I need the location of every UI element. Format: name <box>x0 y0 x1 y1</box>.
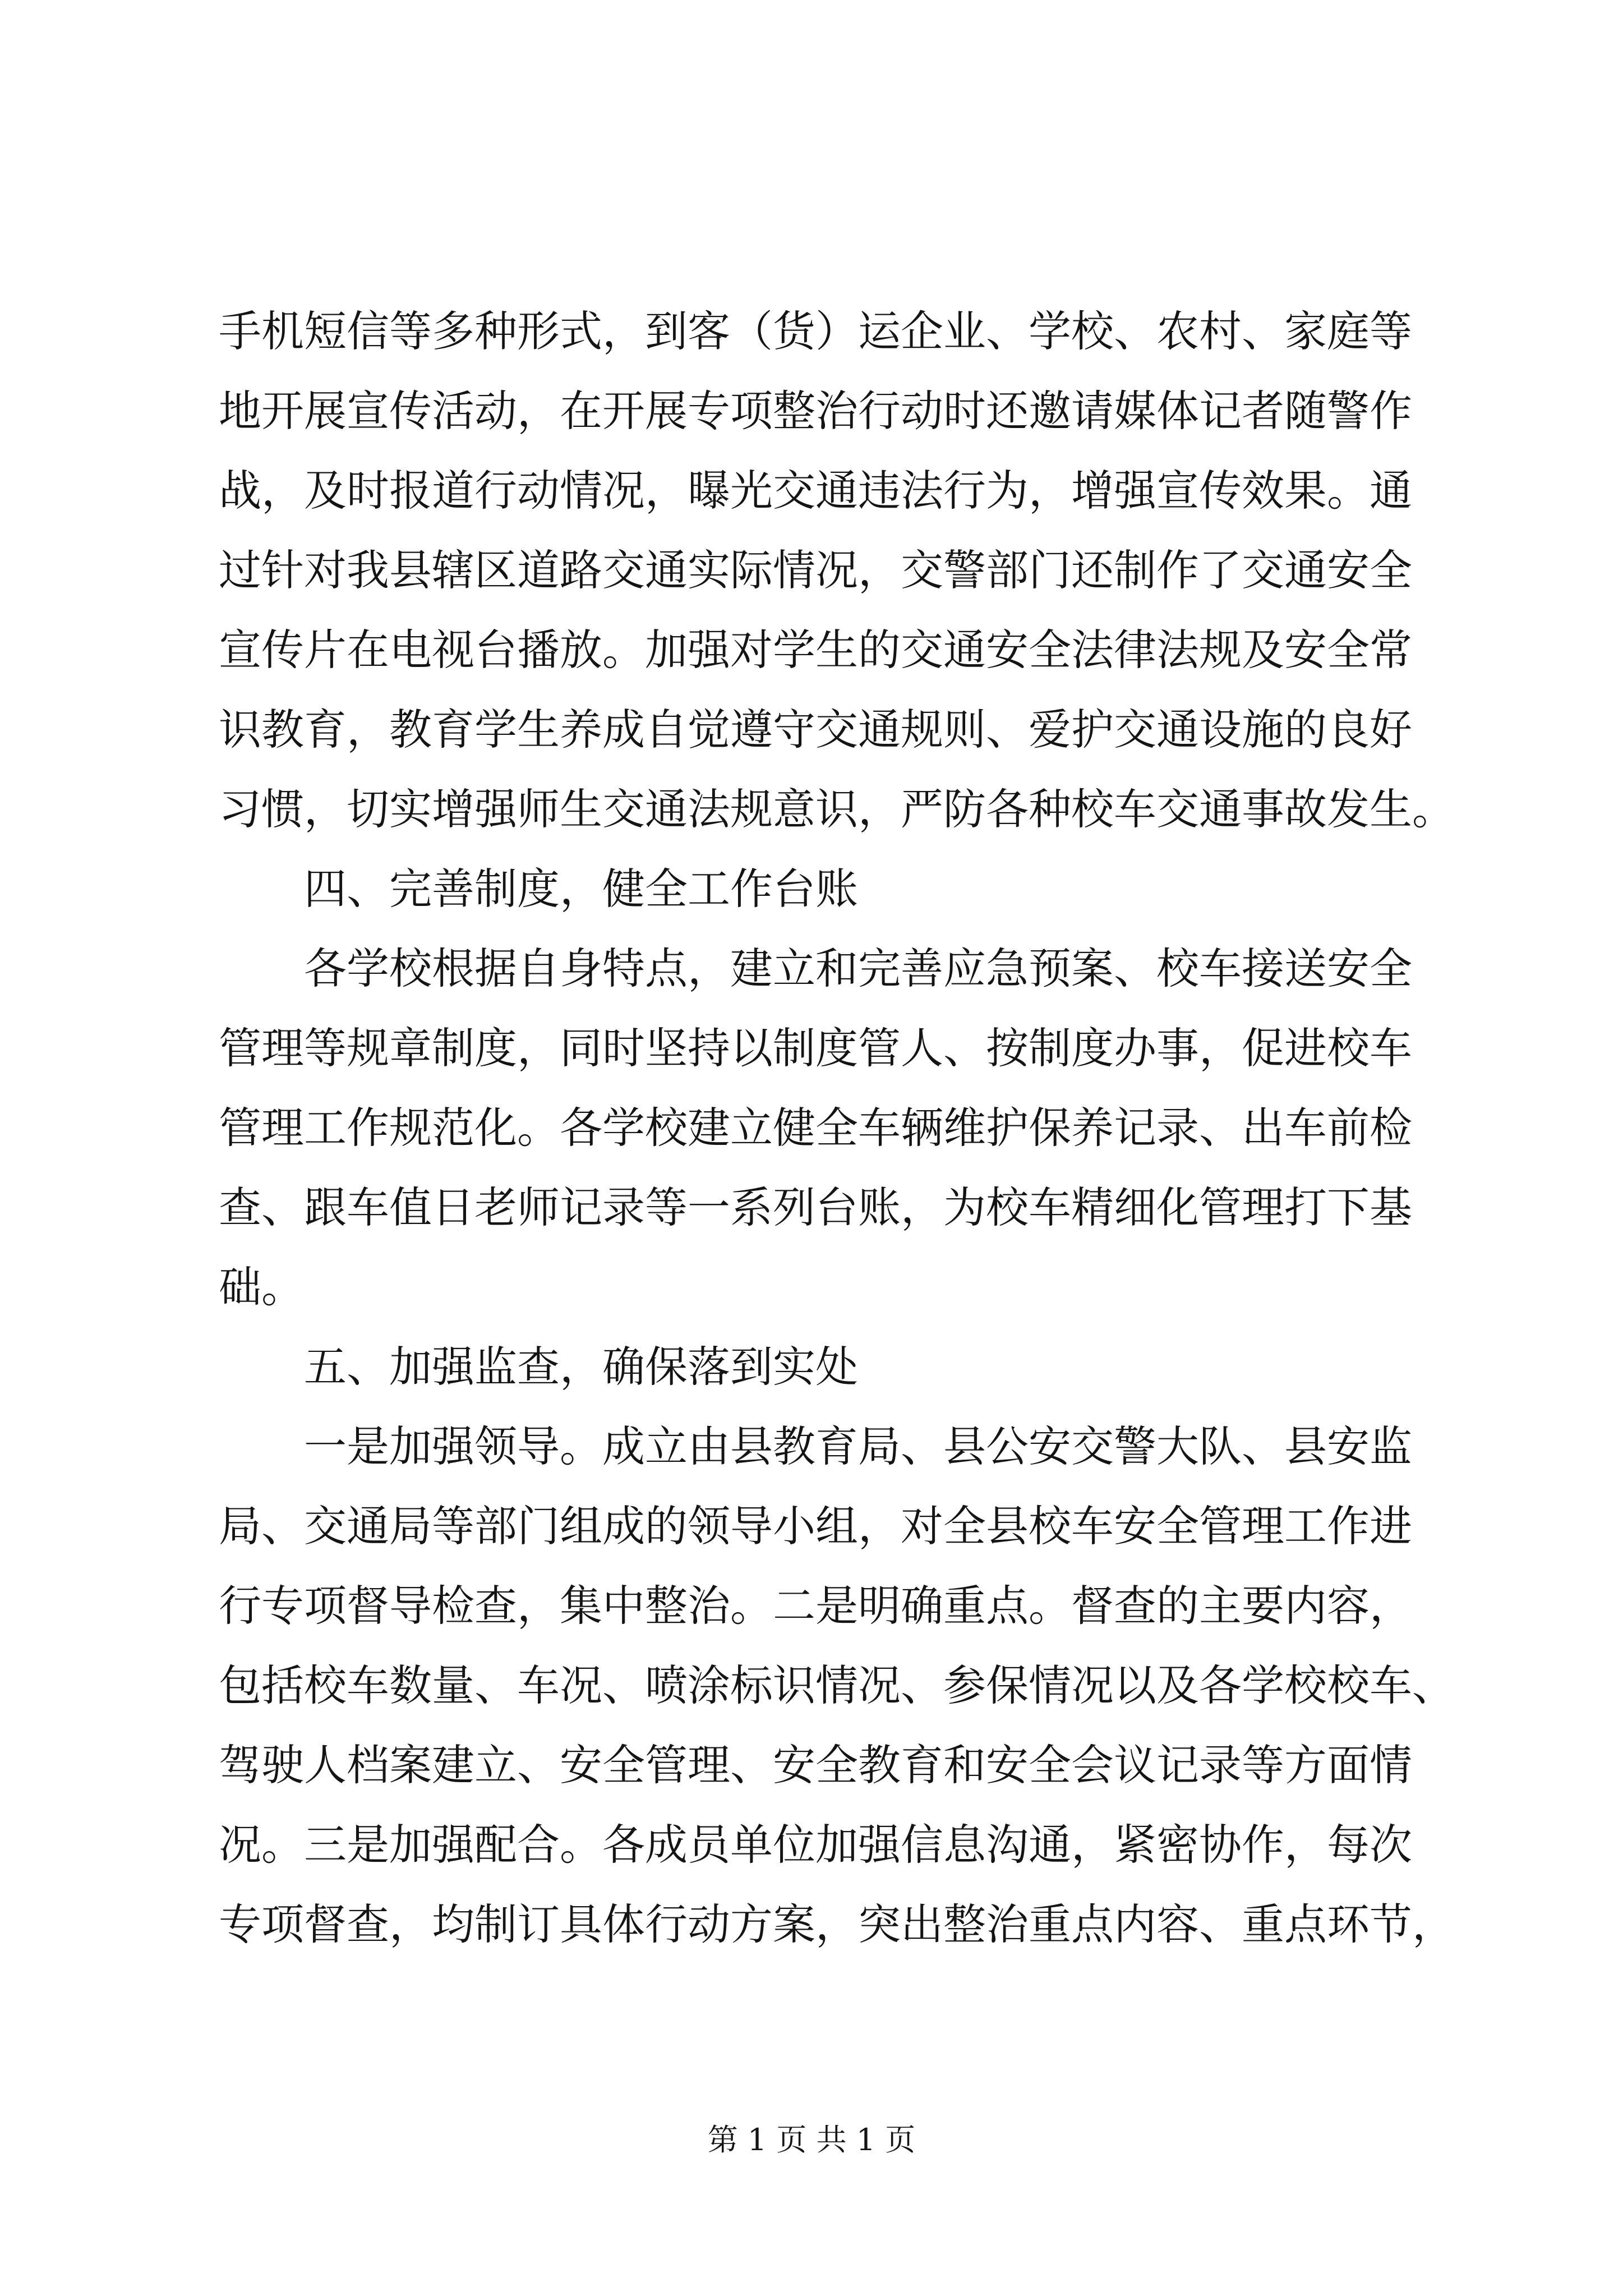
text-line: 宣传片在电视台播放。加强对学生的交通安全法律法规及安全常 <box>219 625 1412 675</box>
text-line: 局、交通局等部门组成的领导小组，对全县校车安全管理工作进 <box>219 1501 1412 1551</box>
text-line: 一是加强领导。成立由县教育局、县公安交警大队、县安监 <box>304 1421 1412 1471</box>
page-footer <box>0 2120 1623 2160</box>
section-heading: 五、加强监查，确保落到实处 <box>304 1342 858 1392</box>
document-body <box>219 292 1455 1964</box>
text-line: 管理等规章制度，同时坚持以制度管人、按制度办事，促进校车 <box>219 1023 1412 1073</box>
text-line: 行专项督导检查，集中整治。二是明确重点。督查的主要内容， <box>219 1581 1412 1631</box>
text-line: 地开展宣传活动，在开展专项整治行动时还邀请媒体记者随警作 <box>219 386 1412 436</box>
text-line: 战，及时报道行动情况，曝光交通违法行为，增强宣传效果。通 <box>219 466 1412 516</box>
text-line: 各学校根据自身特点，建立和完善应急预案、校车接送安全 <box>304 944 1412 993</box>
section-heading: 四、完善制度，健全工作台账 <box>304 864 858 914</box>
text-line: 识教育，教育学生养成自觉遵守交通规则、爱护交通设施的良好 <box>219 705 1412 754</box>
text-line: 查、跟车值日老师记录等一系列台账，为校车精细化管理打下基 <box>219 1182 1412 1232</box>
text-line: 况。三是加强配合。各成员单位加强信息沟通，紧密协作，每次 <box>219 1820 1412 1870</box>
text-line: 驾驶人档案建立、安全管理、安全教育和安全会议记录等方面情 <box>219 1740 1412 1790</box>
text-line: 过针对我县辖区道路交通实际情况，交警部门还制作了交通安全 <box>219 545 1412 595</box>
page-number-label: 第 1 页 共 1 页 <box>707 2122 916 2157</box>
text-line: 习惯，切实增强师生交通法规意识，严防各种校车交通事故发生。 <box>219 784 1455 834</box>
text-line: 手机短信等多种形式，到客（货）运企业、学校、农村、家庭等 <box>219 306 1412 356</box>
text-line: 管理工作规范化。各学校建立健全车辆维护保养记录、出车前检 <box>219 1103 1412 1153</box>
text-line: 包括校车数量、车况、喷涂标识情况、参保情况以及各学校校车、 <box>219 1660 1455 1710</box>
text-line: 础。 <box>219 1262 304 1312</box>
text-line: 专项督查，均制订具体行动方案，突出整治重点内容、重点环节， <box>219 1899 1455 1949</box>
